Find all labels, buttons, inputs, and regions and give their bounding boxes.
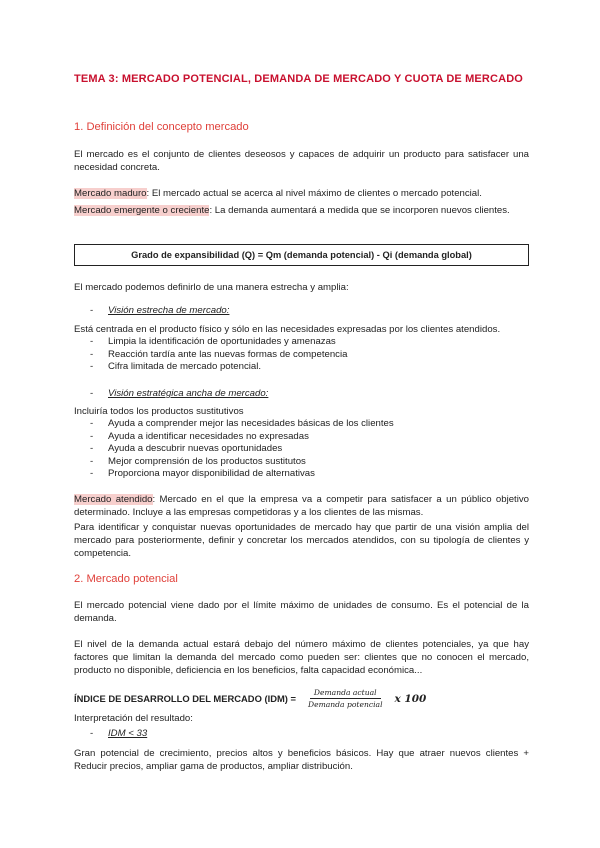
vision-ancha-heading: - Visión estratégica ancha de mercado: <box>74 388 529 401</box>
list-item: - Ayuda a descubrir nuevas oportunidades <box>74 443 529 456</box>
mercado-emergente-text: : La demanda aumentará a medida que se incorporen nuevos clientes. <box>209 205 510 216</box>
idm-denominator: Demanda potencial <box>307 700 383 709</box>
vision-estrecha-heading-list <box>74 305 529 318</box>
section1-heading: 1. Definición del concepto mercado <box>74 121 249 133</box>
expansibility-formula-box <box>74 244 529 266</box>
mercado-emergente-term: Mercado emergente o creciente <box>74 205 210 216</box>
vision-estrecha-heading: - Visión estrecha de mercado: <box>74 305 529 318</box>
vision-ancha-heading-list <box>74 388 529 401</box>
mercado-atendido-paragraph <box>74 493 529 519</box>
section1-paragraph-2: El mercado podemos definirlo de una manera estrecha y amplia: <box>74 282 349 293</box>
vision-ancha-list <box>74 418 529 481</box>
vision-estrecha-list <box>74 336 529 374</box>
list-item: - Mejor comprensión de los productos sustitutos <box>74 456 529 469</box>
mercado-maduro-paragraph <box>74 187 529 200</box>
idm-multiplier: x 100 <box>394 692 427 705</box>
section1-paragraph-1: El mercado es el conjunto de clientes deseosos y capaces de adquirir un producto para satisfacer una necesidad concreta. <box>74 149 529 174</box>
document-title: TEMA 3: MERCADO POTENCIAL, DEMANDA DE MERCADO Y CUOTA DE MERCADO <box>74 73 523 85</box>
section2-paragraph-1: El mercado potencial viene dado por el límite máximo de unidades de consumo. Es el potencial de la demanda. <box>74 600 529 625</box>
vision-ancha-intro: Incluiría todos los productos sustitutivos <box>74 406 244 417</box>
list-item: - Proporciona mayor disponibilidad de alternativas <box>74 468 529 481</box>
mercado-emergente-paragraph <box>74 204 529 217</box>
list-item: - Cifra limitada de mercado potencial. <box>74 361 529 374</box>
list-item: - Reacción tardía ante las nuevas formas de competencia <box>74 349 529 362</box>
mercado-atendido-text: : Mercado en el que la empresa va a competir para satisfacer a un público objetivo determinado. Incluye a las empresas competidoras y a los clientes de las mismas. <box>74 494 529 519</box>
section1-paragraph-3: Para identificar y conquistar nuevas oportunidades de mercado hay que partir de una visión amplia del mercado para posteriormente, definir y concretar los mercados atendidos, con su tipología de clientes y competencia. <box>74 522 529 560</box>
list-item: - Ayuda a identificar necesidades no expresadas <box>74 431 529 444</box>
idm-case-paragraph: Gran potencial de crecimiento, precios altos y beneficios básicos. Hay que atraer nuevos clientes + Reducir precios, ampliar gama de productos, ampliar distribución. <box>74 748 529 773</box>
idm-numerator: Demanda actual <box>310 688 381 699</box>
expansibility-formula: Grado de expansibilidad (Q) = Qm (demanda potencial) - Qi (demanda global) <box>131 250 472 260</box>
idm-label: ÍNDICE DE DESARROLLO DEL MERCADO (IDM) = <box>74 693 296 704</box>
vision-estrecha-intro: Está centrada en el producto físico y sólo en las necesidades expresadas por los clientes atendidos. <box>74 324 501 335</box>
idm-formula <box>74 688 534 709</box>
idm-fraction <box>304 688 387 709</box>
section2-paragraph-2: El nivel de la demanda actual estará debajo del número máximo de clientes potenciales, ya que hay factores que limitan la demanda del mercado como pueden ser: clientes que no conocen el mercado, producto no disponible, deficiencia en los beneficios, falta capacidad económica... <box>74 639 529 677</box>
interpretation-label: Interpretación del resultado: <box>74 713 193 724</box>
idm-case-heading: - IDM < 33 <box>74 728 529 741</box>
list-item: - Ayuda a comprender mejor las necesidades básicas de los clientes <box>74 418 529 431</box>
mercado-maduro-text: : El mercado actual se acerca al nivel máximo de clientes o mercado potencial. <box>146 188 482 199</box>
list-item: - Limpia la identificación de oportunidades y amenazas <box>74 336 529 349</box>
mercado-atendido-term: Mercado atendido <box>74 494 153 505</box>
mercado-maduro-term: Mercado maduro <box>74 188 147 199</box>
section2-heading: 2. Mercado potencial <box>74 573 178 585</box>
idm-case-list <box>74 728 529 741</box>
